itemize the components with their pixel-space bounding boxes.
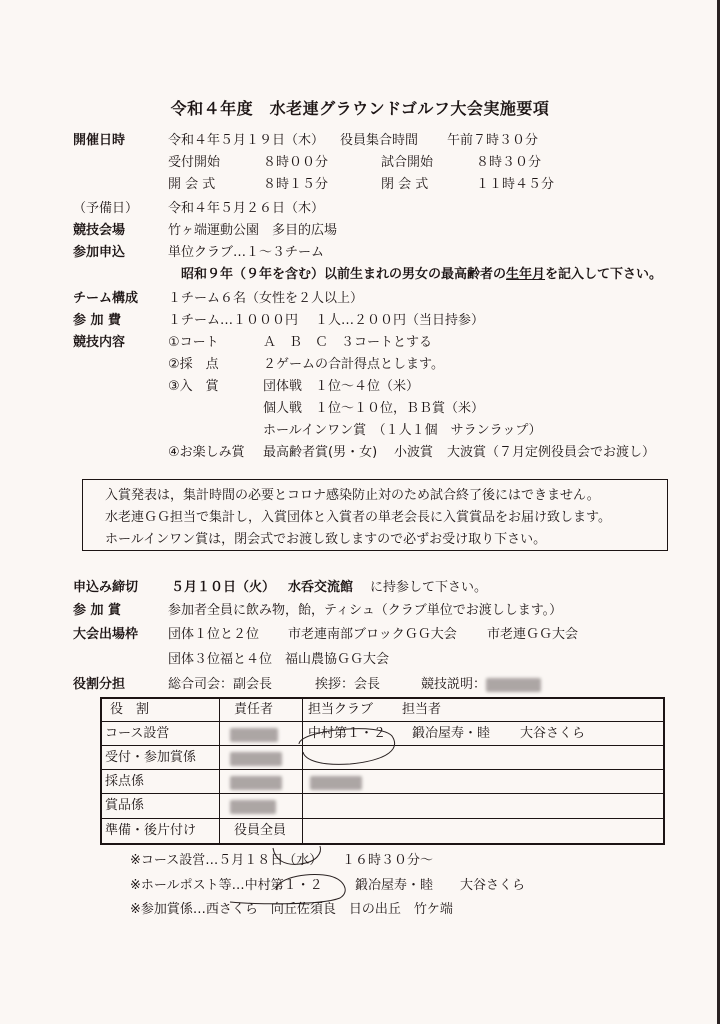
roles-label: 役割分担 bbox=[73, 677, 126, 692]
notice-line: 入賞発表は，集計時間の必要とコロナ感染防止対のため試合終了後にはできません。 bbox=[105, 488, 600, 503]
table-row-role: 採点係 bbox=[105, 774, 145, 789]
reserve-day-value: 令和４年５月２６日（木） bbox=[168, 201, 325, 216]
footnote-hole-post-club-2: 鍛冶屋寿・睦 bbox=[355, 878, 434, 893]
schedule-label: 開催日時 bbox=[73, 133, 126, 148]
entry-label: 参加申込 bbox=[73, 245, 126, 260]
court-value: Ａ Ｂ Ｃ ３コートとする bbox=[263, 335, 433, 350]
deadline-date: ５月１０日（火） bbox=[171, 580, 276, 595]
event-date: 令和４年５月１９日（木） bbox=[168, 133, 325, 148]
table-row-role: 準備・後片付け bbox=[105, 823, 197, 838]
roles-mc: 総合司会：副会長 bbox=[168, 677, 273, 692]
entry-note: 昭和９年（９年を含む）以前生まれの男女の最高齢者の生年月を記入して下さい。 bbox=[181, 267, 663, 282]
table-row-role: 受付・参加賞係 bbox=[105, 750, 197, 765]
match-start-label: 試合開始 bbox=[381, 155, 434, 170]
team-value: １チーム６名（女性を２人以上） bbox=[168, 291, 364, 306]
reception-time: ８時００分 bbox=[263, 155, 329, 170]
table-header-role: 役 割 bbox=[110, 702, 150, 717]
footnote-course-setup: ※コース設営…５月１８日（水） bbox=[130, 853, 323, 868]
birth-year-month-emphasis: 生年月 bbox=[506, 267, 546, 282]
reserve-day-label: （予備日） bbox=[73, 201, 139, 216]
gift-value: 参加者全員に飲み物，飴，ティシュ（クラブ単位でお渡しします。） bbox=[168, 603, 563, 618]
fun-prize-big-wave: 大波賞（７月定例役員会でお渡し） bbox=[447, 445, 656, 460]
fee-team: １チーム…１０００円 bbox=[168, 313, 299, 328]
staff-assembly-label: 役員集合時間 bbox=[340, 133, 419, 148]
staff-assembly-time: 午前７時３０分 bbox=[447, 133, 539, 148]
fun-prize-oldest: 最高齢者賞(男・女) bbox=[263, 445, 378, 460]
fee-label: 参 加 費 bbox=[73, 313, 122, 328]
court-label: ①コート bbox=[168, 335, 219, 350]
notice-line: ホールインワン賞は，閉会式でお渡し致しますので必ずお受け取り下さい。 bbox=[105, 532, 547, 547]
roles-greeting: 挨拶：会長 bbox=[315, 677, 381, 692]
table-row-club: 中村第１・２ bbox=[308, 726, 387, 741]
footnote-hole-post: ※ホールポスト等…中村第１・２ bbox=[130, 878, 323, 893]
table-row-club-3: 大谷さくら bbox=[520, 726, 586, 741]
table-row-club-2: 鍛冶屋寿・睦 bbox=[412, 726, 491, 741]
prize-hole-in-one: ホールインワン賞 （１人１個 サランラップ） bbox=[263, 423, 542, 438]
closing-label: 閉 会 式 bbox=[381, 177, 429, 192]
opening-label: 開 会 式 bbox=[168, 177, 216, 192]
qualify-row1-south-block: 市老連南部ブロックＧＧ大会 bbox=[288, 627, 457, 642]
table-header-club: 担当クラブ bbox=[308, 702, 374, 717]
gift-label: 参 加 賞 bbox=[73, 603, 122, 618]
deadline-label: 申込み締切 bbox=[73, 580, 139, 595]
qualify-row2: 団体３位福と４位 福山農協ＧＧ大会 bbox=[168, 652, 390, 667]
deadline-place: 水呑交流館 bbox=[288, 580, 354, 595]
table-header-lead: 責任者 bbox=[234, 702, 274, 717]
footnote-hole-post-club-3: 大谷さくら bbox=[460, 878, 526, 893]
fee-person: １人…２００円（当日持参） bbox=[315, 313, 485, 328]
prize-individual: 個人戦 １位～１０位，ＢＢ賞（米） bbox=[263, 401, 485, 416]
document-title: 令和４年度 水老連グラウンドゴルフ大会実施要項 bbox=[170, 99, 550, 118]
reception-label: 受付開始 bbox=[168, 155, 221, 170]
fun-prize-small-wave: 小波賞 bbox=[394, 445, 434, 460]
footnote-gift-staff: ※参加賞係…西さくら 向丘佐須良 日の出丘 竹ケ端 bbox=[130, 902, 453, 917]
notice-line: 水老連ＧＧ担当で集計し，入賞団体と入賞者の単老会長に入賞賞品をお届け致します。 bbox=[105, 510, 611, 525]
entry-value: 単位クラブ…１～３チーム bbox=[168, 245, 325, 260]
qualify-row1-city: 市老連ＧＧ大会 bbox=[487, 627, 579, 642]
scoring-label: ②採 点 bbox=[168, 357, 219, 372]
content-label: 競技内容 bbox=[73, 335, 126, 350]
match-start-time: ８時３０分 bbox=[476, 155, 542, 170]
closing-time: １１時４５分 bbox=[476, 177, 555, 192]
scoring-value: ２ゲームの合計得点とします。 bbox=[263, 357, 444, 372]
deadline-instruction: に持参して下さい。 bbox=[370, 580, 488, 595]
qualify-row1-teams: 団体１位と２位 bbox=[168, 627, 260, 642]
venue-label: 競技会場 bbox=[73, 223, 126, 238]
opening-time: ８時１５分 bbox=[263, 177, 329, 192]
table-header-person: 担当者 bbox=[402, 702, 442, 717]
qualify-label: 大会出場枠 bbox=[73, 627, 139, 642]
venue-value: 竹ヶ端運動公園 多目的広場 bbox=[168, 223, 338, 238]
table-row-role: 賞品係 bbox=[105, 798, 145, 813]
team-label: チーム構成 bbox=[73, 291, 139, 306]
prize-label: ③入 賞 bbox=[168, 379, 219, 394]
fun-prize-label: ④お楽しみ賞 bbox=[168, 445, 245, 460]
prize-team: 団体戦 １位～４位（米） bbox=[263, 379, 420, 394]
table-row-lead: 役員全員 bbox=[234, 823, 287, 838]
table-row-role: コース設営 bbox=[105, 726, 170, 741]
roles-explanation: 競技説明： bbox=[421, 677, 487, 692]
footnote-course-time: １６時３０分～ bbox=[342, 853, 434, 868]
